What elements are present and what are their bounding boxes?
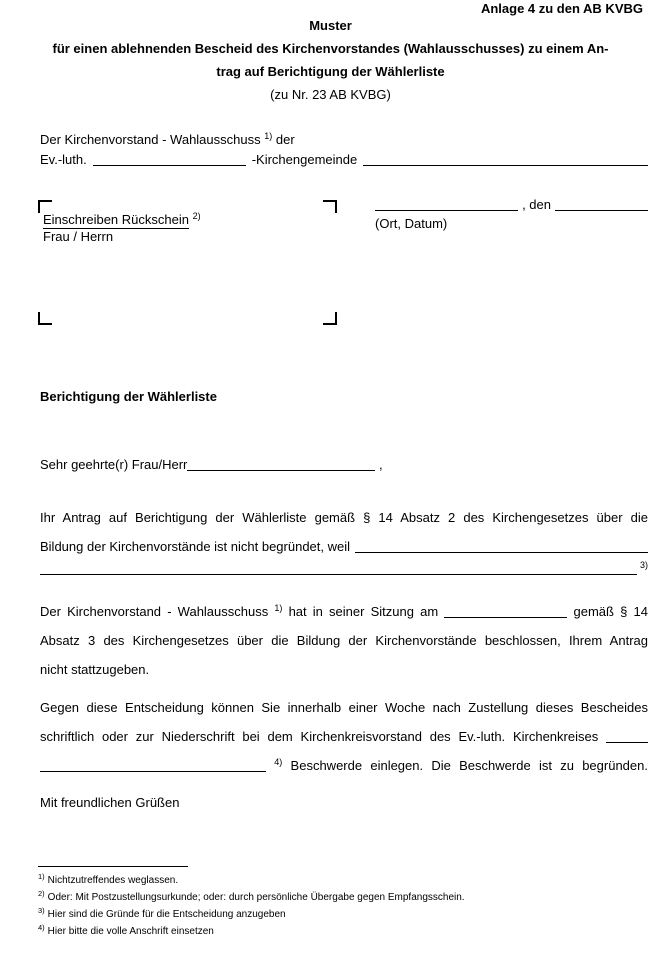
recipient-salutation: Frau / Herrn xyxy=(43,229,114,244)
footnote-4-ref: 4) xyxy=(38,923,45,932)
heading-muster: Muster xyxy=(309,18,352,33)
footnote-ref-1: 1) xyxy=(264,131,273,141)
salutation-line xyxy=(40,457,383,472)
kirchenkreis-address-field[interactable] xyxy=(40,760,266,772)
sender-line-1 xyxy=(40,132,295,147)
place-date-separator: , den xyxy=(522,197,551,212)
paragraph-1-line-2 xyxy=(40,532,648,561)
place-field[interactable] xyxy=(375,199,518,211)
window-corner-bottom-left-icon xyxy=(38,312,52,325)
heading-line-2: trag auf Berichtigung der Wählerliste xyxy=(216,64,445,79)
footnote-2-ref: 2) xyxy=(38,889,45,898)
church-prefix: Ev.-luth. xyxy=(40,152,87,167)
paragraph-3-line-2-text: schriftlich oder zur Niederschrift bei dem Kirchenkreisvorstand des Ev.-luth. Kirchenkreises xyxy=(40,729,599,744)
sender-suffix: der xyxy=(275,132,295,147)
subject-line: Berichtigung der Wählerliste xyxy=(40,389,217,404)
paragraph-2-line-3: nicht stattzugeben. xyxy=(40,662,150,677)
date-field[interactable] xyxy=(555,199,648,211)
paragraph-1-line-1: Ihr Antrag auf Berichtigung der Wählerliste gemäß § 14 Absatz 2 des Kirchengesetzes über die xyxy=(40,510,648,525)
window-corner-top-right-icon xyxy=(323,200,337,213)
paragraph-3-line-3 xyxy=(40,751,648,780)
footnote-3-ref: 3) xyxy=(38,906,45,915)
footnote-3-text: Hier sind die Gründe für die Entscheidung anzugeben xyxy=(47,909,286,920)
paragraph-2-line-2: Absatz 3 des Kirchengesetzes über die Bildung der Kirchenvorstände beschlossen, Ihrem Antrag xyxy=(40,633,648,648)
paragraph-3-line-2 xyxy=(40,722,648,751)
footnote-block xyxy=(38,872,638,940)
reason-field-line-1[interactable] xyxy=(355,541,648,553)
heading-line-1: für einen ablehnenden Bescheid des Kirchenvorstandes (Wahlausschusses) zu einem An- xyxy=(52,41,609,56)
session-date-field[interactable] xyxy=(444,606,567,618)
delivery-method: Einschreiben Rückschein xyxy=(43,212,189,227)
paragraph-3 xyxy=(40,693,648,780)
recipient-name-field[interactable] xyxy=(187,459,375,471)
paragraph-2-text-3: gemäß § 14 xyxy=(573,604,648,619)
paragraph-1-line-3: 3) xyxy=(40,561,648,590)
paragraph-3-line-1: Gegen diese Entscheidung können Sie innerhalb einer Woche nach Zustellung dieses Bescheides xyxy=(40,700,648,715)
salutation-comma: , xyxy=(379,457,383,472)
paragraph-2 xyxy=(40,597,648,684)
church-place-field[interactable] xyxy=(363,154,648,166)
window-corner-bottom-right-icon xyxy=(323,312,337,325)
paragraph-2-text-2: hat in seiner Sitzung am xyxy=(288,604,439,619)
footnote-ref-4: 4) xyxy=(274,757,283,767)
paragraph-1 xyxy=(40,503,648,590)
place-date-line xyxy=(375,197,648,213)
footnote-4-text: Hier bitte die volle Anschrift einsetzen xyxy=(47,926,214,937)
church-suffix: -Kirchengemeinde xyxy=(251,152,358,167)
sender-line-2 xyxy=(40,150,648,170)
footnote-separator xyxy=(38,866,188,867)
footnote-2 xyxy=(38,889,638,906)
kirchenkreis-name-field[interactable] xyxy=(606,731,648,743)
footnote-3 xyxy=(38,906,638,923)
place-date-caption: (Ort, Datum) xyxy=(375,216,448,231)
footnote-ref-1b: 1) xyxy=(274,603,283,613)
annex-label: Anlage 4 zu den AB KVBG xyxy=(480,1,643,16)
footnote-ref-2: 2) xyxy=(192,211,201,221)
salutation-prefix: Sehr geehrte(r) Frau/Herr xyxy=(40,457,188,472)
paragraph-3-line-3-text: Beschwerde einlegen. Die Beschwerde ist zu begründen. xyxy=(290,758,648,773)
footnote-4 xyxy=(38,923,638,940)
paragraph-2-line-1 xyxy=(40,597,648,626)
reason-field-line-2[interactable] xyxy=(40,563,637,575)
sender-text: Der Kirchenvorstand - Wahlausschuss xyxy=(40,132,261,147)
paragraph-2-text-1: Der Kirchenvorstand - Wahlausschuss xyxy=(40,604,269,619)
footnote-1 xyxy=(38,872,638,889)
closing-line: Mit freundlichen Grüßen xyxy=(40,795,180,810)
footnote-1-ref: 1) xyxy=(38,872,45,881)
footnote-1-text: Nichtzutreffendes weglassen. xyxy=(47,875,179,886)
paragraph-1-line-2-text: Bildung der Kirchenvorstände ist nicht begründet, weil xyxy=(40,539,351,554)
heading-reference: (zu Nr. 23 AB KVBG) xyxy=(270,87,391,102)
church-name-field[interactable] xyxy=(93,154,246,166)
delivery-method-line xyxy=(43,212,201,227)
footnote-2-text: Oder: Mit Postzustellungsurkunde; oder: durch persönliche Übergabe gegen Empfangsschein. xyxy=(47,892,465,903)
